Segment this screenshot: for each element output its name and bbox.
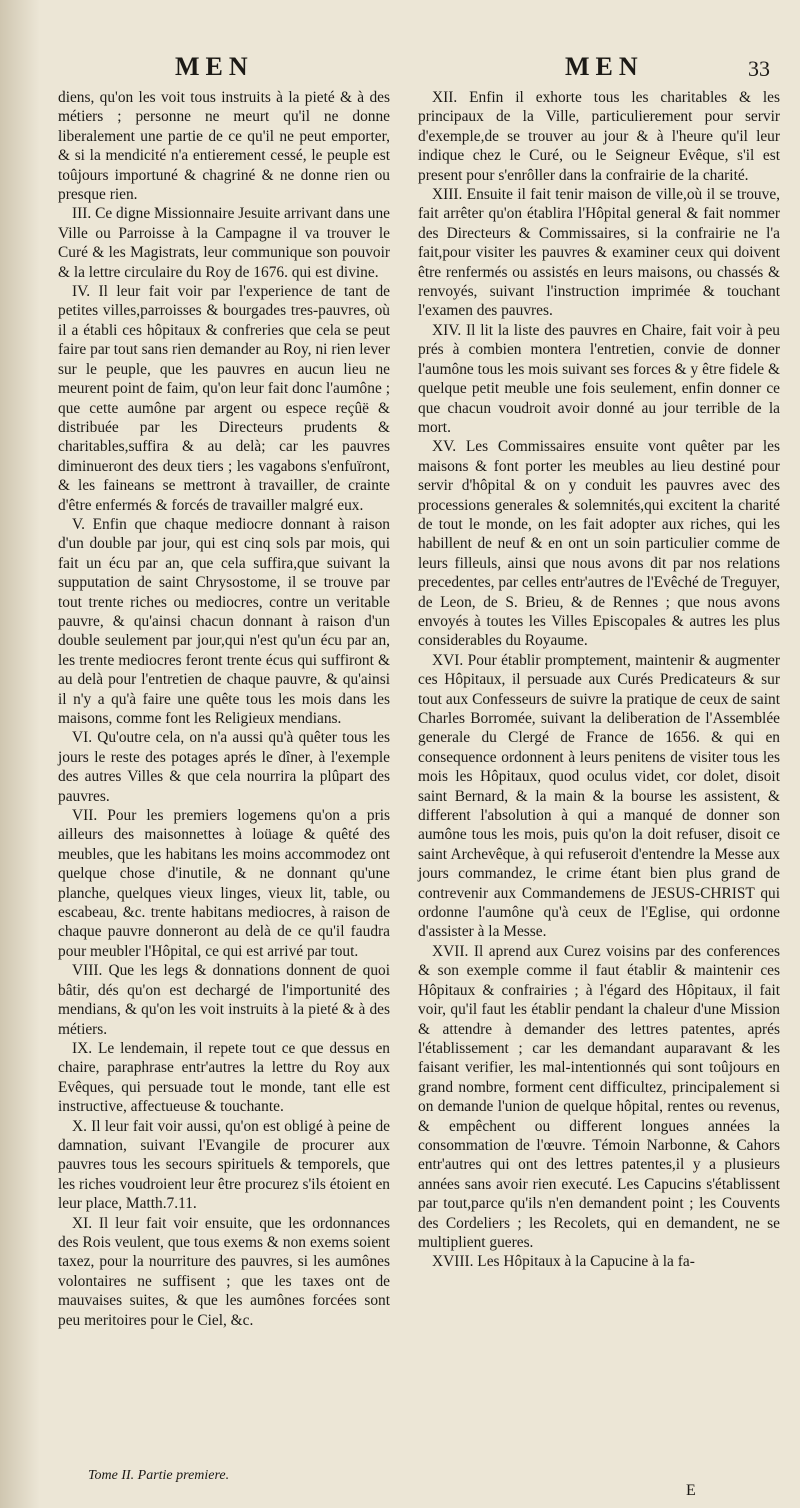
paragraph: XV. Les Commissaires ensuite vont quêter par les maisons & font porter les meubles au lieu destiné pour servir d'hôpital & on y conduit les pauvres avec des processions generales & solemnités,qui excitent la charité de tout le monde, on les fait adopter aux riches, qui les habillent de neuf & en ont un soin particulier comme de leurs filleuls, ainsi que nous avons dit par nos relations precedentes, par celles entr'autres de l'Evêché de Treguyer, de Leon, de S. Brieu, & de Rennes ; que nous avons envoyés à toutes les Villes Episcopales & autres les plus considerables du Royaume. bbox=[418, 438, 780, 650]
paragraph: X. Il leur fait voir aussi, qu'on est obligé à peine de damnation, suivant l'Evangile de procurer aux pauvres tous les secours spirituels & temporels, que les riches voudroient leur être procurez s'ils étoient en leur place, Matth.7.11. bbox=[58, 1117, 390, 1213]
page-gutter-shadow bbox=[0, 0, 40, 1508]
paragraph: III. Ce digne Missionnaire Jesuite arrivant dans une Ville ou Parroisse à la Campagne il va trouver le Curé & les Magistrats, leur communique son pouvoir & la lettre circulaire du Roy de 1676. qui est divine. bbox=[58, 205, 390, 281]
left-column bbox=[58, 88, 390, 1330]
paragraph: IX. Le lendemain, il repete tout ce que dessus en chaire, paraphrase entr'autres la lettre du Roy aux Evêques, qui persuade tout le monde, tant elle est instructive, affectueuse & touchante. bbox=[58, 1039, 390, 1116]
footer-volume-note: Tome II. Partie premiere. bbox=[88, 1468, 230, 1483]
page-number: 33 bbox=[748, 56, 770, 81]
paragraph: XIII. Ensuite il fait tenir maison de ville,où il se trouve, fait arrêter qu'on établira l'Hôpital general & fait nommer des Directeurs & Commissaires, si la confrairie ne l'a fait,pour visiter les pauvres & examiner ceux qui doivent être renfermés ou assistés en leurs maisons, ou chassés & renvoyés, suivant l'instruction imprimée & touchant l'examen des pauvres. bbox=[418, 186, 780, 320]
paragraph: XVIII. Les Hôpitaux à la Capucine à la fa- bbox=[432, 1253, 695, 1271]
paragraph: XII. Enfin il exhorte tous les charitables & les principaux de la Ville, particulierement pour servir d'exemple,de se trouver au jour & à l'heure qu'il leur indique chez le Curé, ou le Seigneur Evêque, s'il est present pour s'enrôller dans la confrairie de la charité. bbox=[418, 89, 780, 184]
paragraph: diens, qu'on les voit tous instruits à la pieté & à des métiers ; personne ne meurt qu'il ne donne liberalement une partie de ce qu'il ne peut emporter, & si la mendicité n'a entierement cessé, le peuple est toûjours importuné & chagriné & ne donne rien ou presque rien. bbox=[58, 89, 390, 204]
printer-signature-mark: E bbox=[686, 1482, 696, 1499]
paragraph: VI. Qu'outre cela, on n'a aussi qu'à quêter tous les jours le reste des potages aprés le dîner, à l'exemple des autres Villes & que cela nourrira la plûpart des pauvres. bbox=[58, 729, 390, 805]
running-head-right: MEN bbox=[565, 52, 644, 81]
paragraph: IV. Il leur fait voir par l'experience de tant de petites villes,parroisses & bourgades tres-pauvres, où il a établi ces hôpitaux & confreries que cela se peut faire par tout sans rien demander au Roy, ni rien lever sur le peuple, que les pauvres en aucun lieu ne meurent point de faim, qu'on leur fait donc l'aumône ; que cette aumône par argent ou espece reçûë & distribuée par les Directeurs prudents & charitables,suffira & au delà; car les pauvres diminueront des deux tiers ; les vagabons s'enfuïront, & les faineans se mettront à travailler, de crainte d'être enfermés & forcés de travailler malgré eux. bbox=[58, 283, 390, 514]
paragraph: XI. Il leur fait voir ensuite, que les ordonnances des Rois veulent, que tous exems & non exems soient taxez, pour la nourriture des pauvres, si les aumônes volontaires ne suffisent ; que les taxes ont de mauvaises suites, & que les aumônes forcées sont peu meritoires pour le Ciel, &c. bbox=[58, 1214, 390, 1329]
right-column bbox=[418, 88, 780, 1272]
running-head-left: MEN bbox=[175, 52, 254, 81]
paragraph: XVII. Il aprend aux Curez voisins par des conferences & son exemple comme il faut établir & maintenir ces Hôpitaux & confrairies ; à l'égard des Hôpitaux, il fait voir, qu'il faut les établir pendant la chaleur d'une Mission & attendre à demander des lettres patentes, aprés l'établissement ; car les demandant auparavant & les faisant verifier, les mal-intentionnés qui sont toûjours en grand nombre, forment cent difficultez, principalement si on demande l'union de quelque hôpital, rentes ou revenus, & empêchent ou different longues années la consommation de l'œuvre. Témoin Narbonne, & Cahors entr'autres qui ont des lettres patentes,il y a plusieurs années sans avoir rien executé. Les Capucins s'établissent par tout,parce qu'ils n'en demandent point ; les Couvents des Cordeliers ; les Recolets, qui en demandent, ne se multiplient gueres. bbox=[418, 942, 780, 1251]
paragraph: VII. Pour les premiers logemens qu'on a pris ailleurs des maisonnettes à loüage & quêté des meubles, que les habitans les moins accommodez ont quelque chose d'inutile, & ne donnant qu'une planche, quelques vieux linges, vieux lit, table, ou escabeau, &c. trente habitans mediocres, à raison de chaque pauvre donneront au delà de ce qu'il faudra pour meubler l'Hôpital, ce qui est arrivé par tout. bbox=[58, 807, 390, 960]
paragraph: V. Enfin que chaque mediocre donnant à raison d'un double par jour, qui est cinq sols par mois, qui fait un écu par an, que cela suffira,que suivant la supputation de saint Chrysostome, il se trouve par tout trente riches ou mediocres, contre un veritable pauvre, & qu'ainsi chacun donnant à raison d'un double seulement par jour,qui n'est qu'un écu par an, les trente mediocres feront trente écus qui suffiront & au delà pour l'entretien de chaque pauvre, & qu'ainsi il n'y a qu'à faire une quête tous les mois dans les maisons, comme font les Religieux mendians. bbox=[58, 515, 390, 727]
paragraph: XVI. Pour établir promptement, maintenir & augmenter ces Hôpitaux, il persuade aux Curés Predicateurs & sur tout aux Confesseurs de suivre la pratique de ceux de saint Charles Borromée, suivant la deliberation de l'Assemblée generale du Clergé de France de 1656. & qui en consequence ordonnent à leurs penitens de visiter tous les mois les Hôpitaux, quod oculus videt, cor dolet, disoit saint Bernard, & la main & la bourse les assistent, & different l'absolution à qui a manqué de donner son aumône tous les mois, puis qu'on la doit refuser, disoit ce saint Archevêque, à qui refuseroit d'entendre la Messe aux jours commandez, le crime étant bien plus grand de contrevenir aux Commandemens de JESUS-CHRIST qui ordonne l'aumône qu'à ceux de l'Eglise, qui ordonne d'assister à la Messe. bbox=[418, 651, 780, 941]
paragraph: VIII. Que les legs & donnations donnent de quoi bâtir, dés qu'on est dechargé de l'importunité des mendians, & qu'on les voit instruits à la pieté & à des métiers. bbox=[58, 962, 390, 1038]
paragraph: XIV. Il lit la liste des pauvres en Chaire, fait voir à peu prés à combien montera l'entretien, convie de donner l'aumône tous les mois suivant ses forces & y être fidele & quelque petit meuble une fois seulement, enfin donner ce que chacun voudroit avoir donné au jour terrible de la mort. bbox=[418, 321, 780, 436]
